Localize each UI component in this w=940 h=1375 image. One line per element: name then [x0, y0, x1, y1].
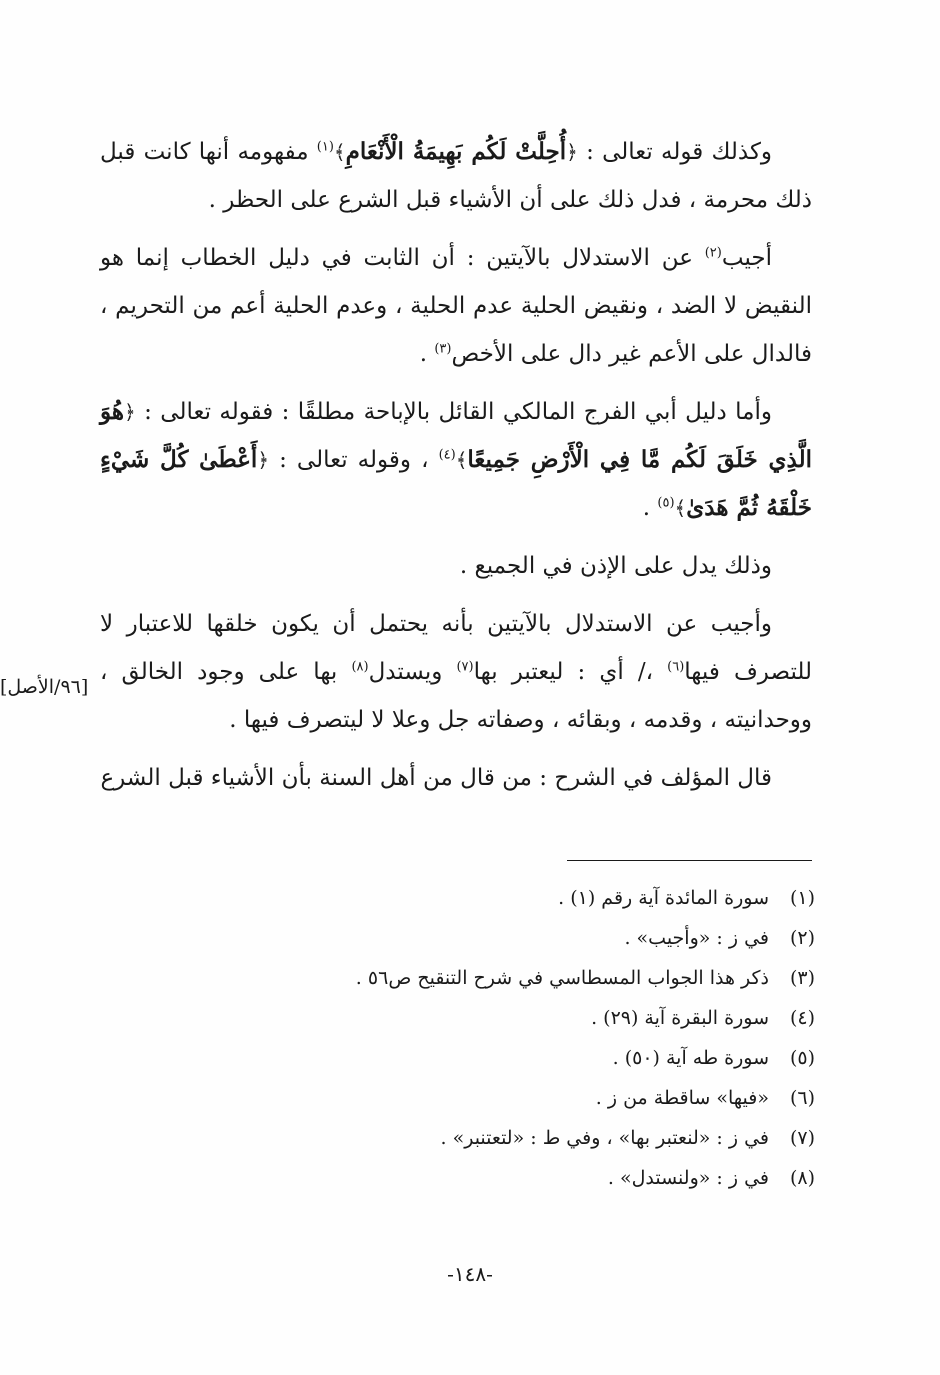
footnote-number: (٧) [789, 1127, 815, 1149]
text-run: ،/ أي : ليعتبر بها [473, 659, 668, 685]
footnote-ref: (٢) [704, 245, 722, 261]
paragraph-2 [100, 234, 812, 378]
footnote-text: في ز : «وأجيب» . [624, 927, 769, 949]
footnote-ref: (١) [316, 139, 334, 155]
footnote-text: «فيها» ساقطة من ز . [595, 1087, 769, 1109]
footnote-text: سورة البقرة آية (٢٩) . [591, 1007, 769, 1029]
footnote-text: سورة المائدة آية رقم (١) . [558, 887, 769, 909]
paragraph-6: قال المؤلف في الشرح : من قال من أهل السنة بأن الأشياء قبل الشرع [100, 765, 772, 791]
footnote-ref: (٤) [438, 447, 456, 463]
ornate-bracket-close: ﴾ [333, 140, 346, 164]
footnote-item [100, 1118, 815, 1158]
footnote-ref: (٦) [667, 659, 685, 675]
page-number: -١٤٨- [447, 1262, 493, 1286]
footnotes-list [100, 878, 815, 1198]
ornate-bracket-close: ﴾ [674, 496, 687, 520]
margin-reference: [٩٦/الأصل] [0, 676, 89, 698]
footnote-number: (٦) [789, 1087, 815, 1109]
paragraph-5 [100, 600, 812, 744]
footnote-number: (١) [789, 887, 815, 909]
footnote-ref: (٣) [434, 341, 452, 357]
text-run: وأجيب عن الاستدلال بالآيتين بأنه يحتمل أن يكون خلقها للاعتبار لا للتصرف فيها [100, 611, 813, 685]
ornate-bracket-close: ﴾ [455, 448, 468, 472]
footnote-number: (٣) [789, 967, 815, 989]
text-run: وأما دليل أبي الفرج المالكي القائل بالإباحة مطلقًا : فقوله تعالى : [135, 399, 772, 425]
text-run: ، وقوله تعالى : [269, 447, 439, 473]
text-run: مفهومه أنها كانت قبل ذلك محرمة ، فدل ذلك على أن الأشياء قبل الشرع على الحظر . [100, 139, 812, 213]
paragraph-1 [100, 128, 812, 224]
footnote-number: (٥) [789, 1047, 815, 1069]
footnote-text: في ز : «لنعتبر بها» ، وفي ط : «لتعتنبر» . [440, 1127, 769, 1149]
footnote-ref: (٥) [657, 495, 675, 511]
text-run: بها على وجود الخالق ، ووحدانيته ، وقدمه ، وبقائه ، وصفاته جل وعلا لا ليتصرف فيها . [100, 659, 812, 733]
footnote-divider [567, 860, 812, 861]
footnote-ref: (٨) [351, 659, 369, 675]
text-run: ويستدل [368, 659, 457, 685]
ornate-bracket-open: ﴿ [257, 448, 270, 472]
paragraph-3 [100, 388, 812, 532]
footnote-item [100, 1078, 815, 1118]
footnote-text: في ز : «ولنستدل» . [607, 1167, 769, 1189]
footnote-item [100, 1038, 815, 1078]
quran-quote: أُحِلَّتْ لَكُم بَهِيمَةُ الْأَنْعَامِ [345, 138, 567, 165]
main-text [100, 128, 812, 812]
ornate-bracket-open: ﴿ [566, 140, 578, 164]
footnote-text: سورة طه آية (٥٠) . [612, 1047, 769, 1069]
text-run: . [419, 341, 435, 367]
footnote-item [100, 998, 815, 1038]
ornate-bracket-open: ﴿ [124, 400, 136, 424]
text-run: عن الاستدلال بالآيتين : أن الثابت في دليل الخطاب إنما هو النقيض لا الضد ، ونقيض الحلية عدم الحلية ، وعدم الحلية أعم من التحريم ، فالدال على الأعم غير دال على الأخص [100, 245, 812, 367]
text-run: أجيب [721, 245, 772, 271]
quran-quote: أَعْطَىٰ كُلَّ شَيْءٍ خَلْقَهُ ثُمَّ هَدَىٰ [100, 446, 812, 521]
footnote-number: (٤) [789, 1007, 815, 1029]
text-run: وكذلك قوله تعالى : [577, 139, 773, 165]
text-run: . [642, 495, 658, 521]
footnote-text: ذكر هذا الجواب المسطاسي في شرح التنقيح ص٥٦ . [355, 967, 769, 989]
footnote-number: (٢) [789, 927, 815, 949]
footnote-ref: (٧) [456, 659, 474, 675]
paragraph-4: وذلك يدل على الإذن في الجميع . [459, 553, 772, 579]
footnote-item [100, 878, 815, 918]
footnote-item [100, 1158, 815, 1198]
footnote-item [100, 918, 815, 958]
footnote-item [100, 958, 815, 998]
quran-quote: هُوَ الَّذِي خَلَقَ لَكُم مَّا فِي الْأَرْضِ جَمِيعًا [100, 398, 812, 473]
footnote-number: (٨) [789, 1167, 815, 1189]
